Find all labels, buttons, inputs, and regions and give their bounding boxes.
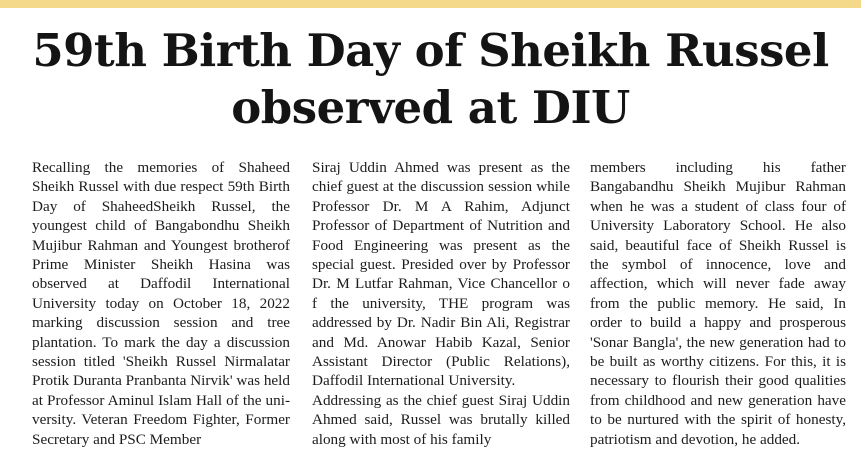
headline-line-1: 59th Birth Day of Sheikh Russel xyxy=(32,24,829,77)
article-headline xyxy=(0,22,861,136)
article-column-1 xyxy=(32,158,290,449)
column-3-text: members including his father Bangabandhu Sheikh Mujibur Rahman when he was a student of class four of University Laboratory School. He also said, beautiful face of Sheikh Russel is the symbol of innocence, love and affection, which will never fade away from the public memory. He said, In order to build a happy and prosperous 'Sonar Bangla', the new generation had to be built as worthy citizens. For this, it is necessary to flourish their good qualities from childhood and new generation have to be nurtured with the spirit of honesty, patriotism and devotion, he added. xyxy=(590,159,846,448)
column-1-text: Recalling the memories of Shaheed Sheikh Russel with due respect 59th Birth Day of ShaheedSheikh Russel, the youngest child of Bangabondhu Sheikh Mujibur Rahman and Youngest brotherof Prime Minister Sheikh Hasina was observed at Daffodil International University today on October 18, 2022 marking discussion session and tree plantation. To mark the day a discussion session titled 'Sheikh Russel Nirmalatar Protik Duranta Pranbanta Nirvik' was held at Professor Aminul Islam Hall of the university. Veteran Freedom Fighter, Former Secretary and PSC Member xyxy=(32,159,290,448)
column-2-paragraph-1: Siraj Uddin Ahmed was present as the chief guest at the discussion session while Professor Dr. M A Rahim, Adjunct Professor of Department of Nutrition and Food Engineering was present as the special guest. Presided over by Professor Dr. M Lutfar Rahman, Vice Chancellor o f the university, THE program was addressed by Dr. Nadir Bin Ali, Registrar and Md. Anowar Habib Kazal, Senior Assistant Director (Public Relations), Daffodil International University. xyxy=(312,159,570,390)
column-2-paragraph-2: Addressing as the chief guest Siraj Uddin Ahmed said, Russel was brutally killed along with most of his family xyxy=(312,391,570,448)
article-column-3 xyxy=(590,158,846,449)
top-color-band xyxy=(0,0,861,8)
headline-line-2: observed at DIU xyxy=(231,81,630,134)
article-column-2 xyxy=(312,158,570,449)
